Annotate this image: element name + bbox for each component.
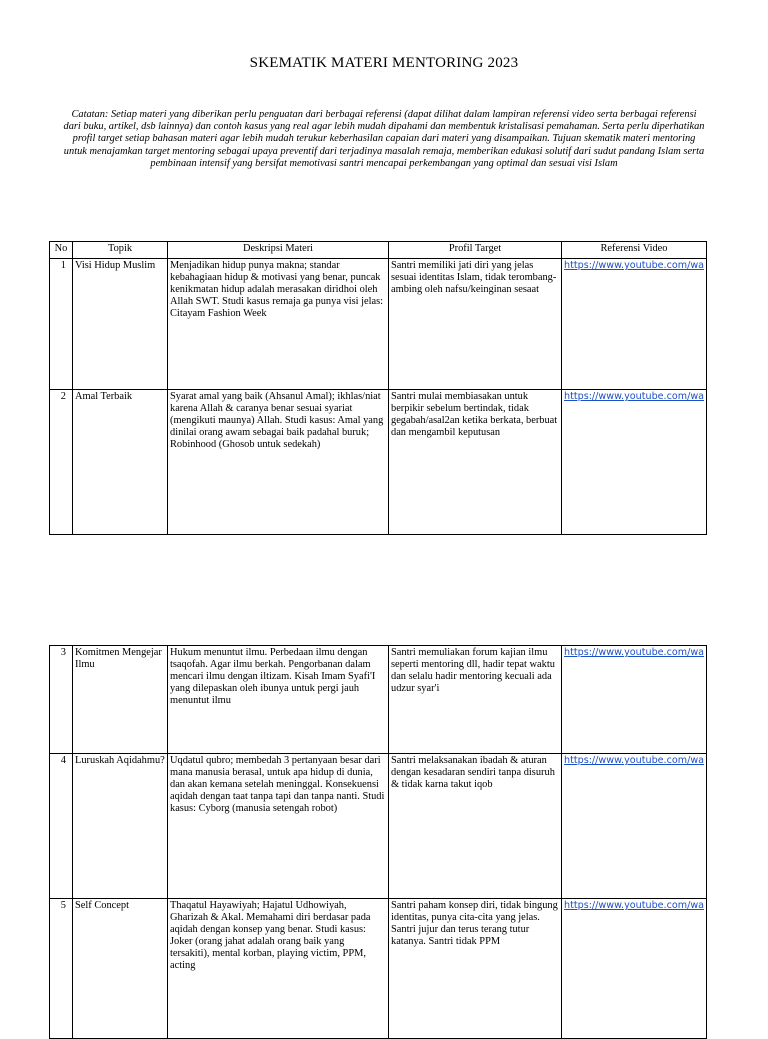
row-no: 5: [50, 899, 73, 1039]
document-note: Catatan: Setiap materi yang diberikan perlu penguatan dari berbagai referensi (dapat dilihat dalam lampiran referensi video serta berbagai referensi dari buku, artikel, dsb lainnya) dan contoh kasus yang real agar lebih mudah dipahami dan membentuk kristalisasi pemahaman. Serta perlu diperhatikan profil target setiap bahasan materi agar lebih mudah terukur keberhasilan capaian dari materi yang disampaikan. Tujuan skematik materi mentoring untuk menajamkan target mentoring sebagai upaya preventif dari terjadinya masalah remaja, memberikan edukasi solutif dari sudut pandang Islam serta pembinaan intensif yang bersifat memotivasi santri mencapai perkembangan yang optimal dan sesuai visi Islam: [63, 109, 705, 169]
row-topik: Self Concept: [73, 899, 168, 1039]
table-row: [50, 390, 707, 535]
header-referensi: Referensi Video: [562, 242, 707, 259]
document-title: SKEMATIK MATERI MENTORING 2023: [249, 55, 519, 71]
video-link[interactable]: https://www.youtube.com/wa: [564, 647, 705, 658]
row-referensi: [562, 259, 707, 390]
video-link[interactable]: https://www.youtube.com/wa: [564, 755, 705, 766]
row-deskripsi: Hukum menuntut ilmu. Perbedaan ilmu dengan tsaqofah. Agar ilmu berkah. Pengorbanan dalam mencari ilmu dengan iltizam. Kisah Imam Syafi'I yang dilepaskan oleh ibunya untuk pergi jauh menuntut ilmu: [168, 646, 389, 754]
row-deskripsi: Thaqatul Hayawiyah; Hajatul Udhowiyah, Gharizah & Akal. Memahami diri berdasar pada aqidah dengan konsep yang benar. Studi kasus: Joker (orang jahat adalah orang baik yang tersakiti), mental korban, playing victim, PPM, acting: [168, 899, 389, 1039]
header-profil: Profil Target: [389, 242, 562, 259]
header-deskripsi: Deskripsi Materi: [168, 242, 389, 259]
row-deskripsi: Syarat amal yang baik (Ahsanul Amal); ikhlas/niat karena Allah & caranya benar sesuai syariat (mengikuti maunya) Allah. Studi kasus: Amal yang dinilai orang awam sebagai baik padahal buruk; Robinhood (Ghosob untuk sedekah): [168, 390, 389, 535]
materi-table: [49, 241, 707, 535]
table-row: [50, 259, 707, 390]
video-link[interactable]: https://www.youtube.com/wa: [564, 260, 705, 271]
row-referensi: [562, 899, 707, 1039]
row-topik: Amal Terbaik: [73, 390, 168, 535]
row-profil: Santri mulai membiasakan untuk berpikir sebelum bertindak, tidak gegabah/asal2an ketika berkata, berbuat dan mengambil keputusan: [389, 390, 562, 535]
row-profil: Santri memiliki jati diri yang jelas sesuai identitas Islam, tidak terombang-ambing oleh nafsu/keinginan sesaat: [389, 259, 562, 390]
row-profil: Santri memuliakan forum kajian ilmu seperti mentoring dll, hadir tepat waktu dan selalu hadir mentoring kecuali ada udzur syar'i: [389, 646, 562, 754]
row-no: 4: [50, 754, 73, 899]
header-topik: Topik: [73, 242, 168, 259]
table-row: [50, 899, 707, 1039]
table-row: [50, 646, 707, 754]
table-row: [50, 754, 707, 899]
row-profil: Santri paham konsep diri, tidak bingung identitas, punya cita-cita yang jelas. Santri jujur dan terus terang tutur katanya. Santri tidak PPM: [389, 899, 562, 1039]
row-no: 1: [50, 259, 73, 390]
video-link[interactable]: https://www.youtube.com/wa: [564, 900, 705, 911]
row-referensi: [562, 646, 707, 754]
row-referensi: [562, 754, 707, 899]
row-profil: Santri melaksanakan ibadah & aturan dengan kesadaran sendiri tanpa disuruh & tidak karna takut iqob: [389, 754, 562, 899]
row-deskripsi: Menjadikan hidup punya makna; standar kebahagiaan hidup & motivasi yang benar, puncak kenikmatan hidup adalah merasakan diridhoi oleh Allah SWT. Studi kasus remaja ga punya visi jelas: Citayam Fashion Week: [168, 259, 389, 390]
row-deskripsi: Uqdatul qubro; membedah 3 pertanyaan besar dari mana manusia berasal, untuk apa hidup di dunia, dan akan kemana setelah meninggal. Konsekuensi aqidah dengan taat tanpa tapi dan tanpa nanti. Studi kasus: Cyborg (manusia setengah robot): [168, 754, 389, 899]
row-referensi: [562, 390, 707, 535]
row-topik: Komitmen Mengejar Ilmu: [73, 646, 168, 754]
row-no: 2: [50, 390, 73, 535]
row-no: 3: [50, 646, 73, 754]
table-header-row: [50, 242, 707, 259]
row-topik: Visi Hidup Muslim: [73, 259, 168, 390]
header-no: No: [50, 242, 73, 259]
row-topik: Luruskah Aqidahmu?: [73, 754, 168, 899]
video-link[interactable]: https://www.youtube.com/wa: [564, 391, 705, 402]
materi-table-continued: [49, 645, 707, 1039]
